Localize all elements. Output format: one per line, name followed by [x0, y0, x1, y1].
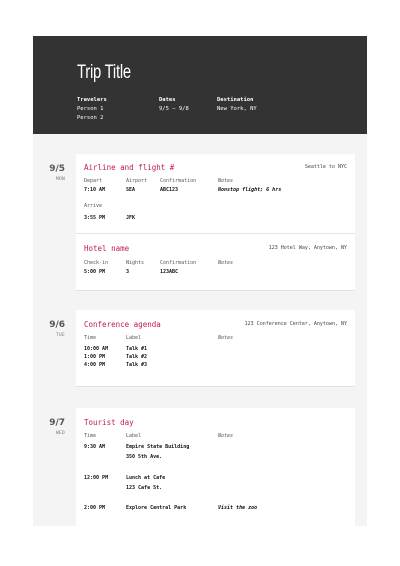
notes-field	[218, 177, 281, 195]
agenda-time: 10:00 AM	[84, 346, 109, 352]
flight-title: Airline and flight #	[84, 163, 175, 172]
destination-value: New York, NY	[217, 106, 257, 112]
hotel-notes-field	[218, 259, 233, 268]
agenda-label: Talk #3	[126, 362, 148, 368]
confirmation-value: ABC123	[160, 187, 179, 193]
label-label: Label	[126, 335, 142, 341]
airport-field	[126, 177, 147, 195]
confirmation-value: 123ABC	[160, 269, 179, 275]
traveler-name: Person 2	[77, 115, 104, 121]
destination-label: Destination	[217, 97, 254, 103]
notes-label: Notes	[218, 260, 234, 266]
tour-label: Lunch at Cafe	[126, 475, 166, 481]
agenda-title: Conference agenda	[84, 320, 161, 329]
depart-airport: SEA	[126, 187, 136, 193]
day-card	[76, 154, 355, 291]
arrive-time: 3:55 PM	[84, 215, 106, 221]
tour-time: 2:00 PM	[84, 505, 106, 511]
agenda-label: Talk #2	[126, 354, 148, 360]
trip-title: Trip Title	[77, 62, 131, 83]
notes-value: Nonstop flight; 6 hrs	[218, 187, 282, 193]
agenda-time: 4:00 PM	[84, 362, 106, 368]
dates-block	[159, 96, 189, 114]
time-label: Time	[84, 433, 97, 439]
label-header	[126, 432, 141, 441]
depart-label: Depart	[84, 178, 103, 184]
dates-label: Dates	[159, 97, 176, 103]
tour-title: Tourist day	[84, 418, 134, 427]
time-header	[84, 334, 96, 343]
arrive-airport-field	[126, 214, 135, 223]
confirmation-label: Confirmation	[160, 178, 197, 184]
depart-time: 7:10 AM	[84, 187, 106, 193]
itinerary-page	[33, 36, 367, 526]
notes-label: Notes	[218, 178, 234, 184]
weekday-label: WED	[55, 431, 65, 436]
notes-header	[218, 432, 233, 441]
checkin-label: Check-in	[84, 260, 109, 266]
destination-block	[217, 96, 257, 114]
tour-label: Explore Central Park	[126, 505, 187, 511]
day-card	[76, 408, 355, 526]
day-date	[33, 320, 65, 338]
tour-address: 123 Cafe St.	[126, 485, 163, 491]
confirmation-label: Confirmation	[160, 260, 197, 266]
date-number: 9/7	[49, 418, 65, 428]
confirmation-field	[160, 177, 196, 195]
day-card	[76, 310, 355, 387]
agenda-location: 123 Conference Center, Anytown, NY	[244, 321, 347, 327]
hotel-address: 123 Hotel Way, Anytown, NY	[268, 245, 347, 251]
depart-field	[84, 177, 105, 195]
day-date	[33, 418, 65, 436]
day-date	[33, 164, 65, 182]
nights-label: Nights	[126, 260, 145, 266]
agenda-label: Talk #1	[126, 346, 148, 352]
agenda-time: 1:00 PM	[84, 354, 106, 360]
checkin-value: 5:00 PM	[84, 269, 106, 275]
tour-label: Empire State Building	[126, 444, 190, 450]
arrive-airport: JFK	[126, 215, 136, 221]
traveler-name: Person 1	[77, 106, 104, 112]
arrive-field	[84, 202, 105, 223]
label-header	[126, 334, 141, 343]
tour-time: 12:00 PM	[84, 475, 109, 481]
time-label: Time	[84, 335, 97, 341]
hotel-confirmation-field	[160, 259, 196, 277]
notes-label: Notes	[218, 335, 234, 341]
arrive-label: Arrive	[84, 203, 103, 209]
checkin-field	[84, 259, 108, 277]
card-divider	[76, 233, 355, 234]
flight-route: Seattle to NYC	[304, 164, 347, 170]
travelers-block	[77, 96, 107, 123]
weekday-label: MON	[55, 177, 65, 182]
date-number: 9/5	[49, 164, 65, 174]
trip-header	[33, 36, 367, 134]
dates-value: 9/5 – 9/8	[159, 106, 189, 112]
travelers-label: Travelers	[77, 97, 107, 103]
tour-time: 9:30 AM	[84, 444, 106, 450]
tour-address: 350 5th Ave.	[126, 454, 163, 460]
tour-note: Visit the zoo	[218, 505, 258, 511]
nights-value: 3	[126, 269, 130, 275]
time-header	[84, 432, 96, 441]
hotel-title: Hotel name	[84, 244, 130, 253]
notes-header	[218, 334, 233, 343]
notes-label: Notes	[218, 433, 234, 439]
airport-label: Airport	[126, 178, 148, 184]
label-label: Label	[126, 433, 142, 439]
date-number: 9/6	[49, 320, 65, 330]
weekday-label: TUE	[55, 333, 65, 338]
nights-field	[126, 259, 144, 277]
